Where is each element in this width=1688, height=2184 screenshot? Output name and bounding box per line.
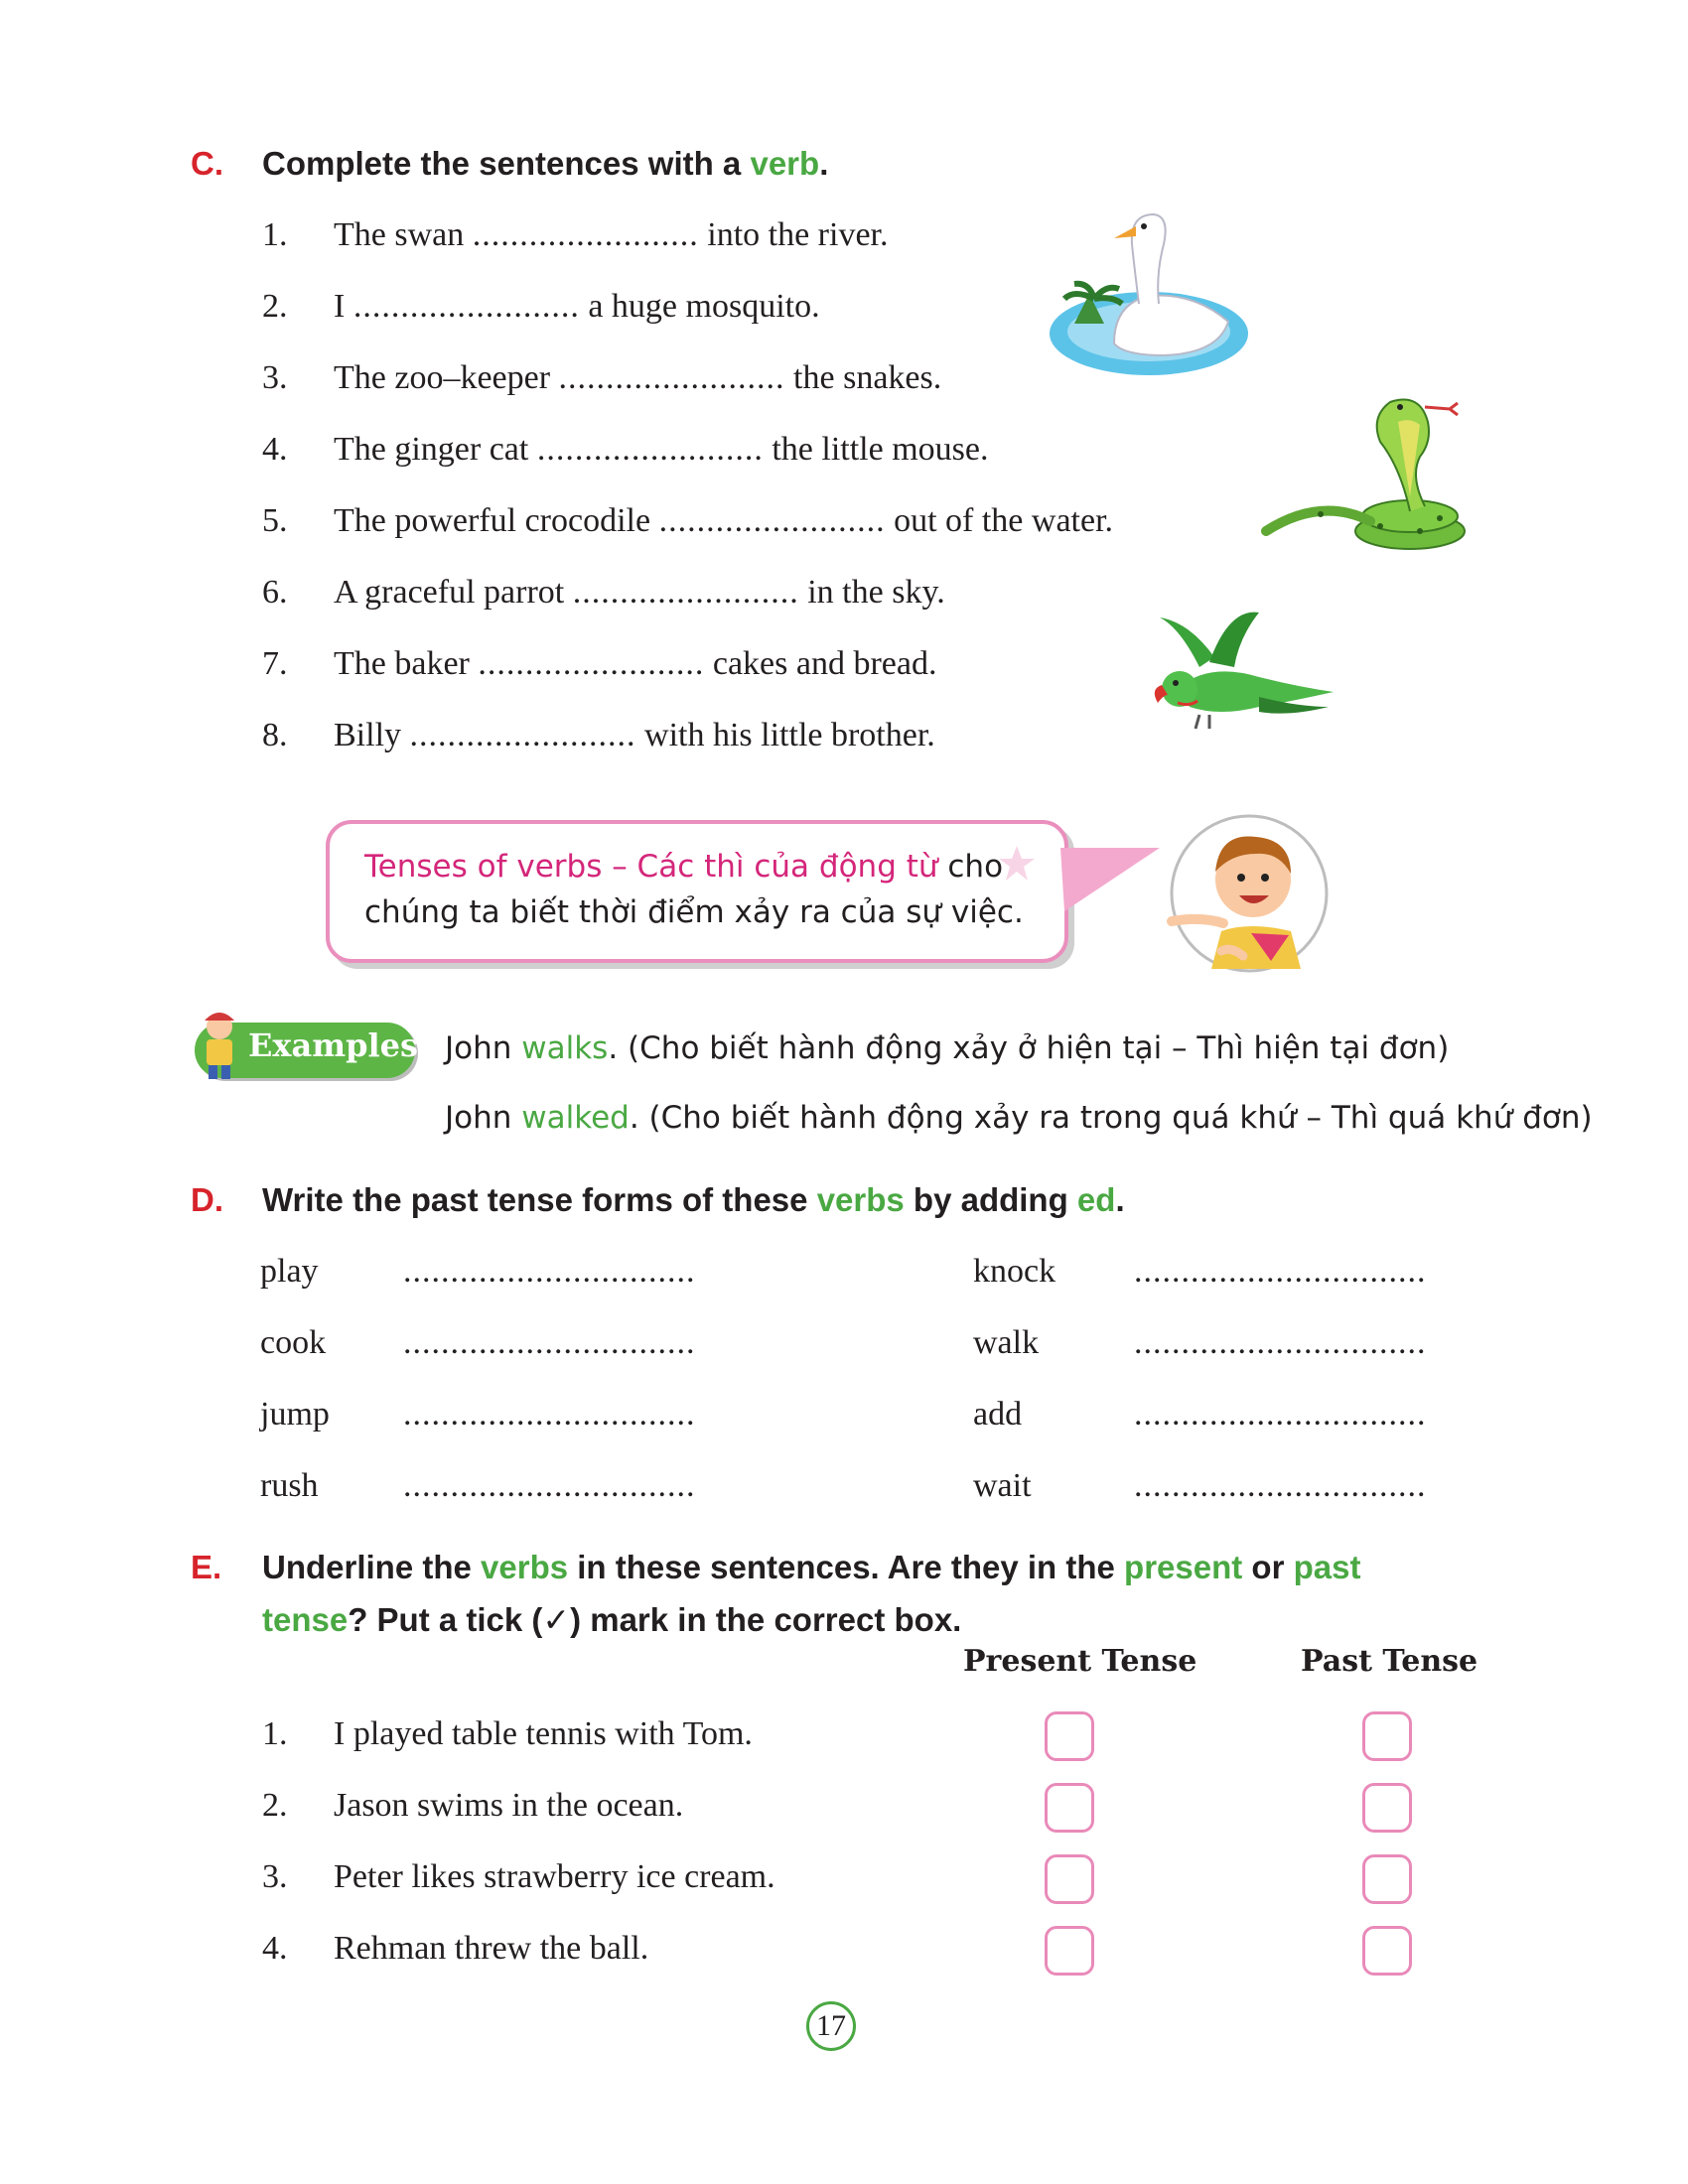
sentence: Peter likes strawberry ice cream.	[334, 1858, 775, 1895]
sentence	[334, 431, 989, 469]
heading-text: or	[1242, 1549, 1294, 1585]
sentence-start: The swan	[334, 216, 473, 253]
sentence-end: in the sky.	[798, 574, 945, 611]
heading-text: Complete the sentences with a	[262, 145, 751, 182]
item-number: 4.	[262, 431, 288, 468]
past-tense-header: Past Tense	[1301, 1644, 1478, 1679]
verb-word: add	[973, 1396, 1023, 1433]
blank-line[interactable]: ........................	[409, 717, 636, 753]
heading-keyword: ed	[1076, 1181, 1116, 1218]
blank-line[interactable]: ........................	[558, 359, 785, 396]
blank-line[interactable]: ........................	[572, 574, 799, 611]
sentence	[334, 645, 936, 683]
answer-line[interactable]: ...............................	[403, 1253, 696, 1290]
verb-word: knock	[973, 1253, 1056, 1290]
example-text: John	[445, 1030, 522, 1066]
sentence-end: into the river.	[698, 216, 889, 253]
answer-line[interactable]: ...............................	[1134, 1396, 1427, 1433]
examples-label: Examples	[248, 1026, 418, 1064]
example-verb: walked	[521, 1100, 630, 1136]
section-d-heading	[262, 1181, 1125, 1219]
heading-text: in these sentences. Are they in the	[568, 1549, 1125, 1585]
heading-text: ? Put a tick (✓) mark in the correct box.	[348, 1601, 962, 1638]
verb-word: play	[260, 1253, 319, 1290]
blank-line[interactable]: ........................	[352, 288, 580, 325]
sentence-end: out of the water.	[885, 502, 1114, 539]
tip-text-rest: cho	[937, 849, 1004, 885]
section-c-letter: C.	[191, 145, 223, 182]
heading-keyword: tense	[262, 1601, 349, 1638]
heading-text: .	[819, 145, 829, 182]
sentence-start: The powerful crocodile	[334, 502, 659, 539]
verb-word: wait	[973, 1467, 1032, 1504]
sentence-start: A graceful parrot	[334, 574, 573, 611]
heading-keyword: verb	[750, 145, 820, 182]
answer-line[interactable]: ...............................	[403, 1324, 696, 1361]
verb-word: rush	[260, 1467, 319, 1504]
past-tense-checkbox[interactable]	[1362, 1926, 1412, 1976]
heading-keyword: past	[1293, 1549, 1361, 1585]
example-text: . (Cho biết hành động xảy ở hiện tại – Thì hiện tại đơn)	[608, 1030, 1450, 1066]
bubble-tail	[1060, 842, 1164, 921]
section-e-heading-line1	[262, 1549, 1360, 1586]
past-tense-checkbox[interactable]	[1362, 1711, 1412, 1761]
page-number: 17	[806, 2001, 856, 2051]
section-e-heading-line2	[262, 1600, 961, 1639]
tip-text-line2: chúng ta biết thời điểm xảy ra của sự việc.	[364, 894, 1024, 930]
item-number: 7.	[262, 645, 288, 682]
item-number: 2.	[262, 288, 288, 325]
example-line	[445, 1100, 1593, 1136]
sentence: Rehman threw the ball.	[334, 1930, 649, 1967]
sentence	[334, 359, 941, 397]
present-tense-checkbox[interactable]	[1045, 1783, 1094, 1833]
tip-text	[364, 844, 1040, 935]
sentence	[334, 216, 889, 254]
item-number: 4.	[262, 1930, 288, 1967]
example-line	[445, 1030, 1449, 1066]
present-tense-checkbox[interactable]	[1045, 1926, 1094, 1976]
example-verb: walks	[521, 1030, 609, 1066]
sentence: I played table tennis with Tom.	[334, 1715, 753, 1752]
item-number: 1.	[262, 216, 288, 253]
section-c-heading	[262, 145, 828, 183]
sentence-start: The zoo–keeper	[334, 359, 559, 396]
item-number: 2.	[262, 1787, 288, 1824]
heading-text: Underline the	[262, 1549, 482, 1585]
item-number: 8.	[262, 717, 288, 753]
heading-text: .	[1115, 1181, 1125, 1218]
answer-line[interactable]: ...............................	[403, 1467, 696, 1504]
item-number: 5.	[262, 502, 288, 539]
blank-line[interactable]: ........................	[478, 645, 705, 682]
present-tense-checkbox[interactable]	[1045, 1854, 1094, 1904]
item-number: 3.	[262, 1858, 288, 1895]
blank-line[interactable]: ........................	[658, 502, 886, 539]
kid-icon	[197, 1007, 242, 1082]
example-text: John	[445, 1100, 522, 1136]
sentence-start: The baker	[334, 645, 479, 682]
sentence: Jason swims in the ocean.	[334, 1787, 684, 1824]
section-d-letter: D.	[191, 1181, 223, 1218]
section-e-letter: E.	[191, 1549, 222, 1585]
heading-keyword: verbs	[481, 1549, 569, 1585]
blank-line[interactable]: ........................	[472, 216, 699, 253]
heading-keyword: present	[1124, 1549, 1243, 1585]
blank-line[interactable]: ........................	[536, 431, 764, 468]
sentence-end: with his little brother.	[635, 717, 935, 753]
verb-word: jump	[260, 1396, 330, 1433]
sentence-start: The ginger cat	[334, 431, 537, 468]
sentence	[334, 288, 820, 326]
parrot-illustration	[1140, 608, 1338, 737]
present-tense-header: Present Tense	[963, 1644, 1197, 1679]
sentence-end: a huge mosquito.	[579, 288, 820, 325]
answer-line[interactable]: ...............................	[1134, 1467, 1427, 1504]
heading-text: by adding	[904, 1181, 1077, 1218]
sentence-end: the snakes.	[784, 359, 942, 396]
tip-highlight: Tenses of verbs – Các thì của động từ	[364, 849, 938, 885]
past-tense-checkbox[interactable]	[1362, 1854, 1412, 1904]
verb-word: cook	[260, 1324, 327, 1361]
swan-illustration	[1045, 205, 1253, 383]
heading-keyword: verbs	[816, 1181, 905, 1218]
boy-illustration	[1162, 812, 1331, 976]
sentence	[334, 574, 945, 612]
example-text: . (Cho biết hành động xảy ra trong quá khứ – Thì quá khứ đơn)	[629, 1100, 1593, 1136]
sentence-start: I	[334, 288, 353, 325]
heading-text: Write the past tense forms of these	[262, 1181, 817, 1218]
sentence	[334, 502, 1113, 540]
answer-line[interactable]: ...............................	[1134, 1253, 1427, 1290]
item-number: 6.	[262, 574, 288, 611]
item-number: 3.	[262, 359, 288, 396]
answer-line[interactable]: ...............................	[403, 1396, 696, 1433]
sentence-start: Billy	[334, 717, 410, 753]
verb-word: walk	[973, 1324, 1040, 1361]
present-tense-checkbox[interactable]	[1045, 1711, 1094, 1761]
item-number: 1.	[262, 1715, 288, 1752]
cobra-illustration	[1261, 387, 1479, 556]
sentence	[334, 717, 935, 754]
answer-line[interactable]: ...............................	[1134, 1324, 1427, 1361]
sentence-end: cakes and bread.	[704, 645, 937, 682]
past-tense-checkbox[interactable]	[1362, 1783, 1412, 1833]
sentence-end: the little mouse.	[763, 431, 989, 468]
